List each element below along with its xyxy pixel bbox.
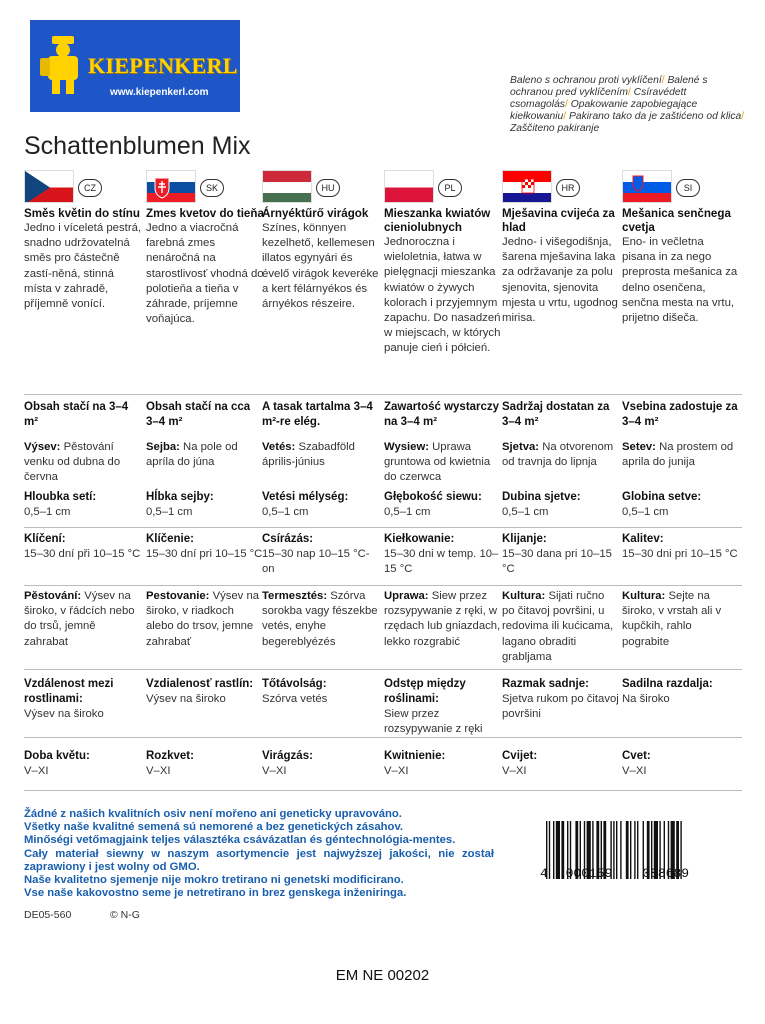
field-label: Kultura:: [502, 590, 546, 602]
divider: [24, 394, 742, 395]
field-label: Vetési mélység:: [262, 491, 349, 503]
field-label: Głębokość siewu:: [384, 491, 482, 503]
plant-spacing: [502, 677, 620, 722]
plant-spacing: [24, 677, 142, 722]
divider: [24, 527, 742, 528]
field-label: Hloubka setí:: [24, 491, 97, 503]
field-value: V–XI: [262, 765, 287, 777]
barcode-digit-group-right: 088689: [642, 866, 690, 881]
language-column-cz: [24, 170, 142, 312]
pack-note-sk: Balené s ochranou pred vyklíčením: [510, 75, 708, 98]
field-value: Pěstování venku od dubna do června: [24, 441, 121, 484]
column-name: Zmes kvetov do tieňa: [146, 207, 264, 220]
field-value: Na pole od apríla do júna: [146, 441, 238, 469]
field-value: Szabadföld április-június: [262, 441, 355, 469]
cultivation-info: [24, 589, 142, 650]
field-value: 0,5–1 cm: [384, 506, 431, 518]
coverage-info: [262, 400, 380, 430]
field-label: Klíčení:: [24, 533, 66, 545]
field-value: V–XI: [622, 765, 647, 777]
barcode: [540, 806, 736, 896]
brand-url: www.kiepenkerl.com: [110, 87, 209, 98]
coverage-text: Sadržaj dostatan za 3–4 m²: [502, 401, 610, 428]
field-value: Uprawa gruntowa od kwietnia do czerwca: [384, 441, 491, 484]
field-label: Odstęp między roślinami:: [384, 678, 466, 705]
brand-name: KIEPENKERL: [88, 53, 238, 78]
field-label: Tőtávolság:: [262, 678, 327, 690]
field-label: Doba květu:: [24, 750, 90, 762]
language-code-badge: SI: [676, 179, 700, 197]
field-label: Kultura:: [622, 590, 666, 602]
field-label: Sadilna razdalja:: [622, 678, 713, 690]
field-value: V–XI: [146, 765, 171, 777]
language-column-hu: [262, 170, 380, 312]
flowering-period: [622, 749, 740, 779]
pack-note-hu: Csíravédett csomagolás: [510, 87, 687, 110]
pack-note-cz: Baleno s ochranou proti vyklíčení: [510, 75, 662, 86]
kiepenkerl-mascot-icon: [38, 34, 84, 98]
language-code-badge: HR: [556, 179, 580, 197]
field-label: Kwitnienie:: [384, 750, 446, 762]
field-value: 15–30 dní pri 10–15 °C: [146, 548, 263, 560]
field-label: Klijanje:: [502, 533, 547, 545]
czech-flag-icon: [24, 170, 74, 203]
field-label: Dubina sjetve:: [502, 491, 581, 503]
gmo-line-sk: Všetky naše kvalitné semená sú nemorené a bez genetických zásahov.: [24, 821, 404, 834]
kiepenkerl-logo: [30, 20, 240, 112]
sowing-depth: [622, 490, 740, 520]
field-value: Siew przez rozsypywanie z ręki: [384, 708, 483, 736]
article-number: DE05-560: [24, 909, 72, 921]
slovenian-flag-icon: [622, 170, 672, 203]
language-code-badge: CZ: [78, 179, 102, 197]
field-value: Výsev na široko, v řádcích nebo do trsů, jemně zahrabat: [24, 590, 135, 648]
field-label: Pestovanie:: [146, 590, 210, 602]
field-value: Sjetva rukom po čitavoj površini: [502, 693, 619, 721]
field-label: Kiełkowanie:: [384, 533, 455, 545]
coverage-info: [146, 400, 264, 430]
pack-note-si: Zaščiteno pakiranje: [510, 123, 600, 134]
field-value: Výsev na široko, v riadkoch alebo do trsov, jemne zahrabať: [146, 590, 260, 648]
plant-spacing: [146, 677, 264, 707]
sowing-info: [262, 440, 380, 470]
flowering-period: [384, 749, 502, 779]
gmo-line-hu: Minőségi vetőmagjaink teljes választéka csávázatlan és géntechnológia-mentes.: [24, 834, 456, 847]
column-name: Árnyéktűrő virágok: [262, 207, 369, 220]
plant-spacing: [622, 677, 740, 707]
field-value: V–XI: [502, 765, 527, 777]
sowing-depth: [384, 490, 502, 520]
gmo-line-hr: Naše kvalitetno sjemenje nije mokro tretirano ni genetski modificirano.: [24, 874, 404, 887]
field-value: Výsev na široko: [24, 708, 104, 720]
field-label: Pěstování:: [24, 590, 82, 602]
field-value: 15–30 nap 10–15 °C-on: [262, 548, 370, 576]
column-name: Mješavina cvijeća za hlad: [502, 207, 615, 234]
sowing-depth: [262, 490, 380, 520]
barcode-digit-first: 4: [540, 866, 548, 881]
field-value: Szórva vetés: [262, 693, 328, 705]
field-value: 0,5–1 cm: [24, 506, 71, 518]
column-description: Színes, könnyen kezelhető, kellemesen illatos egynyári és évelő virágok keveréke a kert félárnyékos és árnyékos részeire.: [262, 222, 379, 311]
field-label: Sjetva:: [502, 441, 540, 453]
germination-info: [262, 532, 380, 577]
barcode-digit-group-left: 000159: [565, 866, 613, 881]
coverage-text: A tasak tartalma 3–4 m²-re elég.: [262, 401, 373, 428]
product-title: Schattenblumen Mix: [24, 132, 251, 160]
copyright: © N-G: [110, 909, 140, 921]
flowering-period: [146, 749, 264, 779]
divider: [24, 585, 742, 586]
field-label: Kalitev:: [622, 533, 664, 545]
coverage-text: Zawartość wystarczy na 3–4 m²: [384, 401, 500, 428]
field-value: 15–30 dni w temp. 10–15 °C: [384, 548, 499, 576]
packaging-note: Baleno s ochranou proti vyklíčení/ Balené s ochranou pred vyklíčením/ Csíravédett csomagolás/ Opakowanie zapobiegające kiełkowaniu/ Pakirano tako da je zaštićeno od klica/ Zaščiteno pakiranje: [510, 75, 745, 134]
field-label: Uprawa:: [384, 590, 429, 602]
language-code-badge: SK: [200, 179, 224, 197]
coverage-text: Obsah stačí na cca 3–4 m²: [146, 401, 251, 428]
language-code-badge: PL: [438, 179, 462, 197]
language-column-pl: [384, 170, 502, 357]
barcode-digits: [540, 866, 736, 881]
flowering-period: [24, 749, 142, 779]
pack-note-pl: Opakowanie zapobiegające kiełkowaniu: [510, 99, 698, 122]
field-label: Výsev:: [24, 441, 61, 453]
field-label: Cvet:: [622, 750, 651, 762]
field-value: 0,5–1 cm: [622, 506, 669, 518]
sowing-info: [502, 440, 620, 470]
polish-flag-icon: [384, 170, 434, 203]
coverage-info: [502, 400, 620, 430]
em-code: EM NE 00202: [335, 967, 430, 984]
field-value: 15–30 dní při 10–15 °C: [24, 548, 141, 560]
germination-info: [384, 532, 502, 577]
flowering-period: [502, 749, 620, 779]
field-label: Globina setve:: [622, 491, 702, 503]
coverage-text: Obsah stačí na 3–4 m²: [24, 401, 129, 428]
sowing-info: [384, 440, 502, 486]
coverage-text: Vsebina zadostuje za 3–4 m²: [622, 401, 738, 428]
plant-spacing: [262, 677, 380, 707]
field-label: Cvijet:: [502, 750, 538, 762]
language-column-hr: [502, 170, 620, 326]
sowing-depth: [146, 490, 264, 520]
coverage-info: [24, 400, 142, 430]
column-description: Jedno- i višegodišnja, šarena mješavina laka za održavanje za polu sjenovita, sjenovita mjesta u vrtu, ugodnog mirisa.: [502, 236, 618, 325]
field-label: Vzdálenost mezi rostlinami:: [24, 678, 114, 705]
gmo-line-si: Vse naše kakovostno seme je netretirano in brez genskega inženiringa.: [24, 887, 407, 900]
language-column-si: [622, 170, 740, 326]
slovak-flag-icon: [146, 170, 196, 203]
column-description: Jednoroczna i wieloletnia, łatwa w pielęgnacji mieszanka kwiatów o żywych kolorach i przyjemnym zapachu. Do nasadzeń w miejscach, w których panuje cień i półcień.: [384, 236, 501, 355]
gmo-line-pl: Cały materiał siewny w naszym asortymencie jest najwyższej jakości, nie został zaprawiony i jest wolny od GMO.: [24, 847, 494, 873]
divider: [24, 737, 742, 738]
field-label: Virágzás:: [262, 750, 313, 762]
field-label: Termesztés:: [262, 590, 328, 602]
field-label: Klíčenie:: [146, 533, 194, 545]
field-value: Na otvorenom od travnja do lipnja: [502, 441, 614, 469]
sowing-info: [24, 440, 142, 486]
germination-info: [502, 532, 620, 577]
field-value: 0,5–1 cm: [502, 506, 549, 518]
germination-info: [622, 532, 740, 562]
field-label: Wysiew:: [384, 441, 429, 453]
field-value: 0,5–1 cm: [146, 506, 193, 518]
column-name: Mešanica senčnega cvetja: [622, 207, 731, 234]
gmo-line-cz: Žádné z našich kvalitních osiv není mořeno ani geneticky upravováno.: [24, 808, 402, 820]
column-description: Eno- in večletna pisana in za nego preprosta mešanica za delno osenčena, senčna mesta na vrtu, prijetno dišeča.: [622, 236, 738, 325]
plant-spacing: [384, 677, 502, 737]
field-value: V–XI: [24, 765, 49, 777]
field-value: Na prostem od aprila do junija: [622, 441, 734, 469]
language-column-sk: [146, 170, 264, 327]
field-value: Szórva sorokba vagy fészekbe vetés, enyhe begereblyézés: [262, 590, 378, 648]
pack-note-hr: Pakirano tako da je zaštićeno od klica: [568, 111, 742, 122]
cultivation-info: [384, 589, 502, 650]
cultivation-info: [622, 589, 740, 650]
column-description: Jedno a viacročná farebná zmes nenáročná na starostlivosť vhodná do polotieňa a tieňa v záhrade, príjemne voňajúca.: [146, 222, 264, 326]
column-name: Mieszanka kwiatów cieniolubnych: [384, 207, 491, 234]
column-description: Jedno i víceletá pestrá, snadno udržovatelná směs pro částečně zastí-něná, stinná místa v zahradě, příjemně vonící.: [24, 222, 142, 311]
germination-info: [24, 532, 142, 562]
germination-info: [146, 532, 264, 562]
field-value: Sijati ručno po čitavoj površini, u redovima ili kućicama, lagano obraditi grabljama: [502, 590, 614, 663]
cultivation-info: [262, 589, 380, 650]
sowing-depth: [24, 490, 142, 520]
divider: [24, 669, 742, 670]
language-code-badge: HU: [316, 179, 340, 197]
field-label: Vzdialenosť rastlín:: [146, 678, 254, 690]
hungarian-flag-icon: [262, 170, 312, 203]
field-value: Siew przez rozsypywanie z ręki, w rzędach lub gniazdach, lekko rozgrabić: [384, 590, 501, 648]
field-value: 15–30 dni pri 10–15 °C: [622, 548, 738, 560]
field-value: 0,5–1 cm: [262, 506, 309, 518]
field-value: Sejte na široko, v vrstah ali v kupčkih, rahlo pograbite: [622, 590, 722, 648]
sowing-depth: [502, 490, 620, 520]
divider: [24, 790, 742, 791]
column-name: Směs květin do stínu: [24, 207, 140, 220]
field-label: Csírázás:: [262, 533, 314, 545]
field-value: Na široko: [622, 693, 670, 705]
field-label: Rozkvet:: [146, 750, 194, 762]
sowing-info: [622, 440, 740, 470]
sowing-info: [146, 440, 264, 470]
field-label: Razmak sadnje:: [502, 678, 589, 690]
cultivation-info: [146, 589, 264, 650]
field-value: 15–30 dana pri 10–15 °C: [502, 548, 612, 576]
field-label: Vetés:: [262, 441, 296, 453]
croatian-flag-icon: [502, 170, 552, 203]
field-label: Setev:: [622, 441, 656, 453]
field-label: Sejba:: [146, 441, 180, 453]
coverage-info: [384, 400, 502, 430]
coverage-info: [622, 400, 740, 430]
field-label: Hĺbka sejby:: [146, 491, 214, 503]
flowering-period: [262, 749, 380, 779]
cultivation-info: [502, 589, 620, 665]
field-value: V–XI: [384, 765, 409, 777]
gmo-statement: [24, 808, 494, 900]
field-value: Výsev na široko: [146, 693, 226, 705]
